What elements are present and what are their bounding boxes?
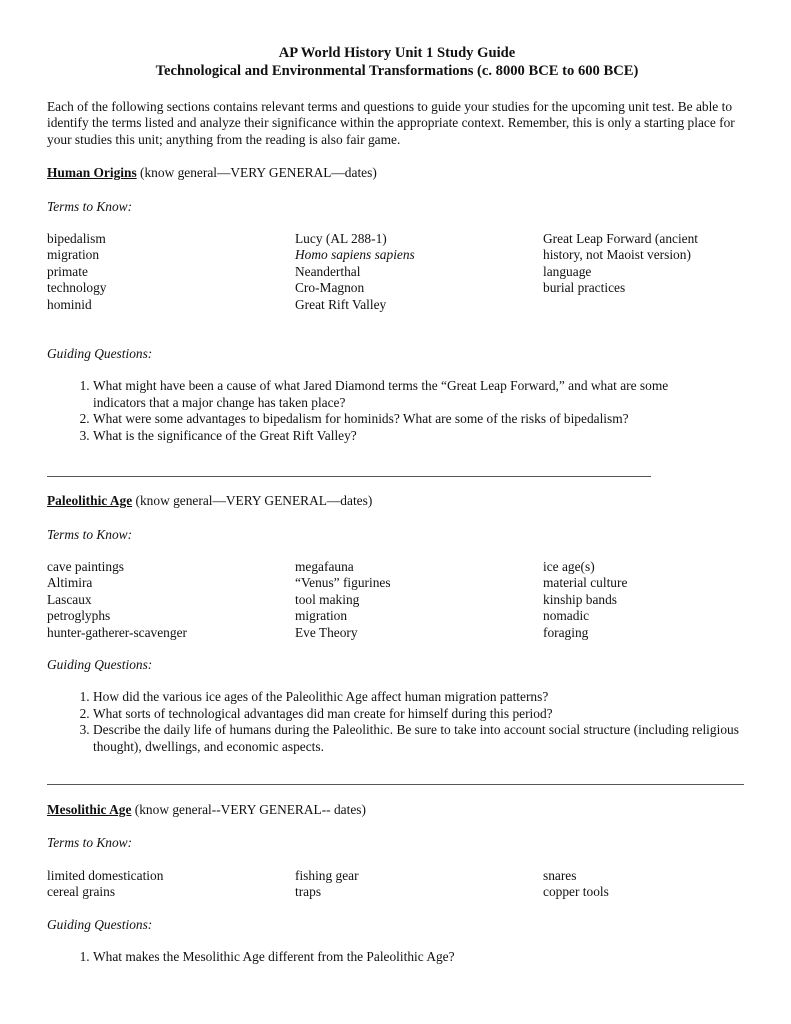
question-item: 1. How did the various ice ages of the Paleolithic Age affect human migration patterns?	[93, 689, 758, 705]
terms-grid	[47, 868, 747, 901]
term: migration	[47, 247, 100, 263]
question-item: 1. What might have been a cause of what Jared Diamond terms the “Great Leap Forward,” and what are some indicators that a major change has taken place?	[93, 378, 718, 411]
terms-label: Terms to Know:	[47, 835, 133, 851]
title-line-2: Technological and Environmental Transformations (c. 8000 BCE to 600 BCE)	[155, 63, 639, 79]
terms-column-2	[295, 559, 543, 641]
term: copper tools	[543, 884, 609, 900]
term: hunter-gatherer-scavenger	[47, 624, 187, 640]
term: Lascaux	[47, 591, 92, 607]
question-item: 1. What makes the Mesolithic Age different from the Paleolithic Age?	[93, 949, 758, 965]
section-paleolithic-age	[47, 493, 747, 755]
term: fishing gear	[295, 867, 359, 883]
term: snares	[543, 867, 577, 883]
section-title: Human Origins	[47, 165, 137, 181]
terms-column-3	[543, 868, 743, 901]
section-divider	[47, 476, 651, 477]
questions-list	[47, 689, 758, 755]
terms-column-2	[295, 231, 543, 313]
terms-grid	[47, 231, 747, 313]
terms-grid	[47, 559, 747, 641]
term: megafauna	[295, 558, 354, 574]
question-item: 3. What is the significance of the Great Rift Valley?	[93, 428, 718, 444]
term: nomadic	[543, 608, 590, 624]
terms-column-3	[543, 559, 743, 641]
term: burial practices	[543, 280, 626, 296]
document-title	[47, 44, 747, 80]
questions-list	[47, 949, 758, 965]
questions-label: Guiding Questions:	[47, 656, 153, 672]
questions-list	[47, 378, 718, 444]
term: traps	[295, 884, 322, 900]
terms-column-1	[47, 231, 295, 313]
term: migration	[295, 608, 348, 624]
section-title: Mesolithic Age	[47, 801, 132, 817]
term: material culture	[543, 575, 628, 591]
term: history, not Maoist version)	[543, 247, 691, 263]
title-line-1: AP World History Unit 1 Study Guide	[278, 45, 516, 61]
questions-label: Guiding Questions:	[47, 916, 153, 932]
term: Eve Theory	[295, 624, 358, 640]
section-heading	[47, 493, 747, 509]
term: kinship bands	[543, 591, 618, 607]
section-human-origins	[47, 165, 747, 444]
term: limited domestication	[47, 867, 164, 883]
section-note: (know general--VERY GENERAL-- dates)	[131, 801, 366, 817]
term: Great Leap Forward (ancient	[543, 231, 699, 247]
section-mesolithic-age	[47, 802, 747, 965]
term: bipedalism	[47, 231, 106, 247]
section-heading	[47, 165, 747, 181]
terms-column-1	[47, 559, 295, 641]
section-heading	[47, 802, 747, 818]
term: petroglyphs	[47, 608, 111, 624]
terms-column-3	[543, 231, 743, 313]
term: Altimira	[47, 575, 93, 591]
question-item: 3. Describe the daily life of humans during the Paleolithic. Be sure to take into account social structure (including religious thought), dwellings, and economic aspects.	[93, 722, 758, 755]
section-divider	[47, 784, 744, 785]
intro-paragraph: Each of the following sections contains relevant terms and questions to guide your studies for the upcoming unit test. Be able to identify the terms listed and analyze their significance within the appropriate context. Remember, this is only a starting place for your studies this unit; anything from the reading is also fair game.	[47, 99, 735, 147]
term: Neanderthal	[295, 263, 361, 279]
document-page	[47, 44, 747, 965]
section-note: (know general—VERY GENERAL—dates)	[136, 165, 377, 181]
term: technology	[47, 280, 107, 296]
term: cereal grains	[47, 884, 116, 900]
term: Cro-Magnon	[295, 280, 365, 296]
term: hominid	[47, 296, 92, 312]
terms-column-1	[47, 868, 295, 901]
term: Homo sapiens sapiens	[295, 247, 415, 263]
questions-label: Guiding Questions:	[47, 346, 153, 362]
term: foraging	[543, 624, 589, 640]
section-title: Paleolithic Age	[47, 493, 133, 509]
term: Great Rift Valley	[295, 296, 387, 312]
term: ice age(s)	[543, 558, 595, 574]
question-item: 2. What sorts of technological advantages did man create for himself during this period?	[93, 706, 758, 722]
term: primate	[47, 263, 88, 279]
term: tool making	[295, 591, 360, 607]
term: language	[543, 263, 592, 279]
terms-label: Terms to Know:	[47, 526, 133, 542]
term: Lucy (AL 288-1)	[295, 231, 387, 247]
section-note: (know general—VERY GENERAL—dates)	[132, 493, 373, 509]
terms-column-2	[295, 868, 543, 901]
question-item: 2. What were some advantages to bipedalism for hominids? What are some of the risks of bipedalism?	[93, 411, 718, 427]
terms-label: Terms to Know:	[47, 198, 133, 214]
term: “Venus” figurines	[295, 575, 391, 591]
term: cave paintings	[47, 558, 124, 574]
